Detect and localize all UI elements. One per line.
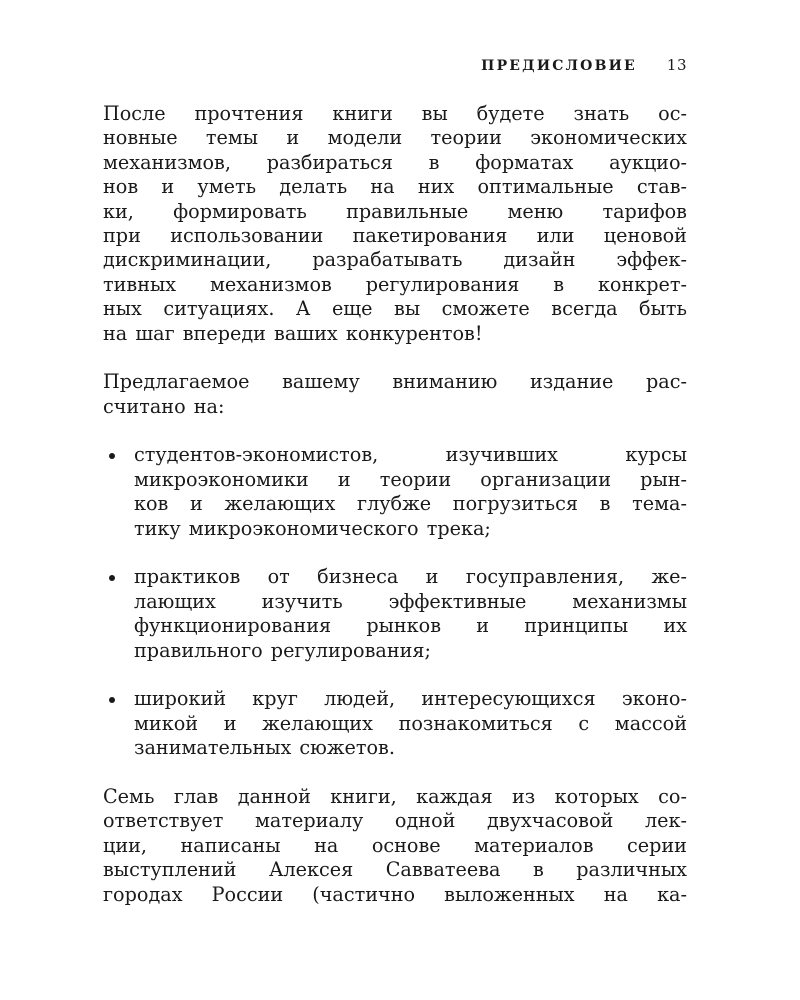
running-head	[103, 56, 687, 74]
word: рынков	[366, 614, 442, 638]
word: механизмы	[572, 589, 687, 613]
word: массой	[614, 711, 687, 735]
word: издание	[529, 370, 614, 394]
bullet-icon	[109, 575, 115, 581]
word: тема-	[632, 492, 687, 516]
text-line	[134, 712, 687, 736]
word: на	[314, 833, 339, 857]
word: дизайн	[503, 248, 576, 272]
word: вы	[394, 297, 421, 321]
word: с	[578, 711, 590, 735]
text-line	[103, 126, 687, 150]
word: эффективные	[388, 589, 527, 613]
word: двухчасовой	[487, 809, 614, 833]
word: правильные	[346, 199, 469, 223]
word: ценовой	[603, 223, 687, 247]
text-line	[134, 492, 687, 516]
word: конкрет-	[597, 272, 687, 296]
word: вы	[421, 102, 448, 125]
word: различных	[576, 858, 687, 882]
text-line	[134, 443, 687, 467]
word: на	[370, 175, 395, 199]
word: госуправления,	[465, 565, 625, 589]
word: принципы	[524, 614, 629, 638]
word: ответствует	[103, 809, 224, 833]
word: механизмов,	[103, 150, 231, 174]
text-line	[103, 200, 687, 224]
word: основе	[371, 833, 441, 857]
word: изучивших	[445, 443, 558, 467]
text-line	[103, 102, 687, 126]
word: меню	[507, 199, 564, 223]
word: выступлений	[103, 858, 237, 882]
text-line	[103, 297, 687, 321]
word: их	[663, 614, 687, 638]
text-line: занимательных сюжетов.	[134, 736, 395, 760]
word: и	[190, 492, 203, 516]
word: и	[286, 126, 300, 150]
word: (частично	[312, 882, 416, 906]
word: После	[103, 102, 166, 125]
word: изучить	[261, 589, 343, 613]
word: формировать	[173, 199, 307, 223]
word: каждая	[416, 784, 493, 808]
word: при	[103, 223, 141, 247]
word: разбираться	[266, 150, 393, 174]
word: темы	[205, 126, 259, 150]
word: одной	[394, 809, 456, 833]
word: со-	[658, 784, 687, 808]
word: желающих	[262, 711, 373, 735]
word: организации	[480, 467, 612, 491]
word: пакетирования	[352, 223, 508, 247]
page-body	[103, 102, 687, 931]
text-line	[103, 883, 687, 907]
word: и	[223, 711, 237, 735]
word: эффек-	[616, 248, 687, 272]
paragraph-intro	[103, 102, 687, 346]
word: в	[553, 272, 565, 296]
word: книги	[332, 102, 393, 125]
word: экономических	[530, 126, 687, 150]
word: аукцио-	[609, 150, 687, 174]
word: из	[512, 784, 536, 808]
word: России	[211, 882, 284, 906]
word: Предлагаемое	[103, 370, 250, 394]
word: Семь	[103, 784, 155, 808]
text-line	[103, 834, 687, 858]
text-line	[103, 151, 687, 175]
word: и	[425, 565, 439, 589]
word: и	[161, 175, 175, 199]
word: микроэкономики	[134, 467, 309, 491]
list-item	[103, 443, 687, 541]
word: уметь	[197, 175, 257, 199]
section-title: ПРЕДИСЛОВИЕ	[481, 58, 637, 74]
text-line	[103, 248, 687, 272]
word: ситуациях.	[163, 297, 275, 321]
word: ков	[134, 492, 169, 516]
word: вашему	[282, 370, 360, 394]
word: дискриминации,	[103, 248, 272, 272]
word: ки,	[103, 199, 134, 223]
word: ка-	[657, 882, 687, 906]
word: в	[532, 858, 544, 882]
word: бизнеса	[317, 565, 399, 589]
word: еще	[331, 297, 373, 321]
word: данной	[237, 784, 311, 808]
text-line: считано на:	[103, 394, 225, 418]
word: оптимальные	[477, 175, 614, 199]
word: интересующихся	[421, 687, 596, 711]
word: став-	[636, 175, 687, 199]
text-line	[103, 370, 687, 394]
word: погрузиться	[452, 492, 578, 516]
word: них	[417, 175, 455, 199]
word: в	[599, 492, 611, 516]
word: разрабатывать	[312, 248, 463, 272]
word: эконо-	[621, 687, 687, 711]
word: студентов-экономистов,	[134, 443, 379, 467]
text-line	[134, 590, 687, 614]
word: делать	[279, 175, 348, 199]
word: ции,	[103, 833, 148, 857]
word: модели	[327, 126, 403, 150]
word: желающих	[224, 492, 336, 516]
word: регулирования	[365, 272, 520, 296]
word: тивных	[103, 272, 177, 296]
word: будете	[476, 102, 545, 125]
word: прочтения	[194, 102, 304, 125]
word: рын-	[640, 467, 687, 491]
word: от	[267, 565, 290, 589]
word: людей,	[324, 687, 396, 711]
word: знать	[573, 102, 630, 125]
word: лающих	[134, 589, 216, 613]
word: всегда	[551, 297, 618, 321]
word: практиков	[134, 565, 241, 589]
word: Савватеева	[385, 858, 501, 882]
word: глубже	[357, 492, 432, 516]
word: вниманию	[392, 370, 498, 394]
page-number: 13	[666, 56, 687, 74]
word: на	[603, 882, 628, 906]
text-line	[103, 809, 687, 833]
word: тарифов	[602, 199, 687, 223]
text-line	[103, 785, 687, 809]
text-line: правильного регулирования;	[134, 638, 431, 662]
word: городах	[103, 882, 183, 906]
text-line	[134, 468, 687, 492]
text-line	[103, 273, 687, 297]
word: серии	[627, 833, 687, 857]
text-line	[103, 858, 687, 882]
bullet-icon	[109, 697, 115, 703]
word: познакомиться	[398, 711, 553, 735]
word: теории	[379, 467, 452, 491]
word: ных	[103, 297, 142, 321]
word: которых	[554, 784, 639, 808]
word: же-	[651, 565, 687, 589]
text-line: на шаг впереди ваших конкурентов!	[103, 321, 483, 345]
list-item	[103, 565, 687, 663]
word: выложенных	[444, 882, 575, 906]
text-line	[134, 687, 687, 711]
word: в	[428, 150, 440, 174]
word: микой	[134, 711, 199, 735]
list-item	[103, 687, 687, 760]
text-line	[134, 614, 687, 638]
word: круг	[252, 687, 298, 711]
word: книги,	[330, 784, 397, 808]
text-line	[134, 565, 687, 589]
word: механизмов	[209, 272, 332, 296]
text-line	[103, 175, 687, 199]
audience-list	[103, 443, 687, 760]
paragraph-audience-intro	[103, 370, 687, 419]
text-line: тику микроэкономического трека;	[134, 516, 491, 540]
word: нов	[103, 175, 139, 199]
word: и	[337, 467, 351, 491]
bullet-icon	[109, 453, 115, 459]
word: функционирования	[134, 614, 332, 638]
text-line	[103, 224, 687, 248]
word: и	[476, 614, 490, 638]
word: глав	[173, 784, 219, 808]
word: быть	[639, 297, 687, 321]
paragraph-closing	[103, 785, 687, 907]
word: Алексея	[268, 858, 354, 882]
word: материалов	[474, 833, 594, 857]
word: или	[536, 223, 575, 247]
word: использовании	[170, 223, 324, 247]
word: написаны	[180, 833, 281, 857]
word: курсы	[625, 443, 687, 467]
word: форматах	[475, 150, 574, 174]
word: широкий	[134, 687, 227, 711]
word: материалу	[254, 809, 364, 833]
word: рас-	[646, 370, 687, 394]
word: сможете	[441, 297, 530, 321]
word: новные	[103, 126, 178, 150]
word: лек-	[644, 809, 687, 833]
word: ос-	[658, 102, 687, 125]
word: А	[295, 297, 311, 321]
word: теории	[430, 126, 502, 150]
